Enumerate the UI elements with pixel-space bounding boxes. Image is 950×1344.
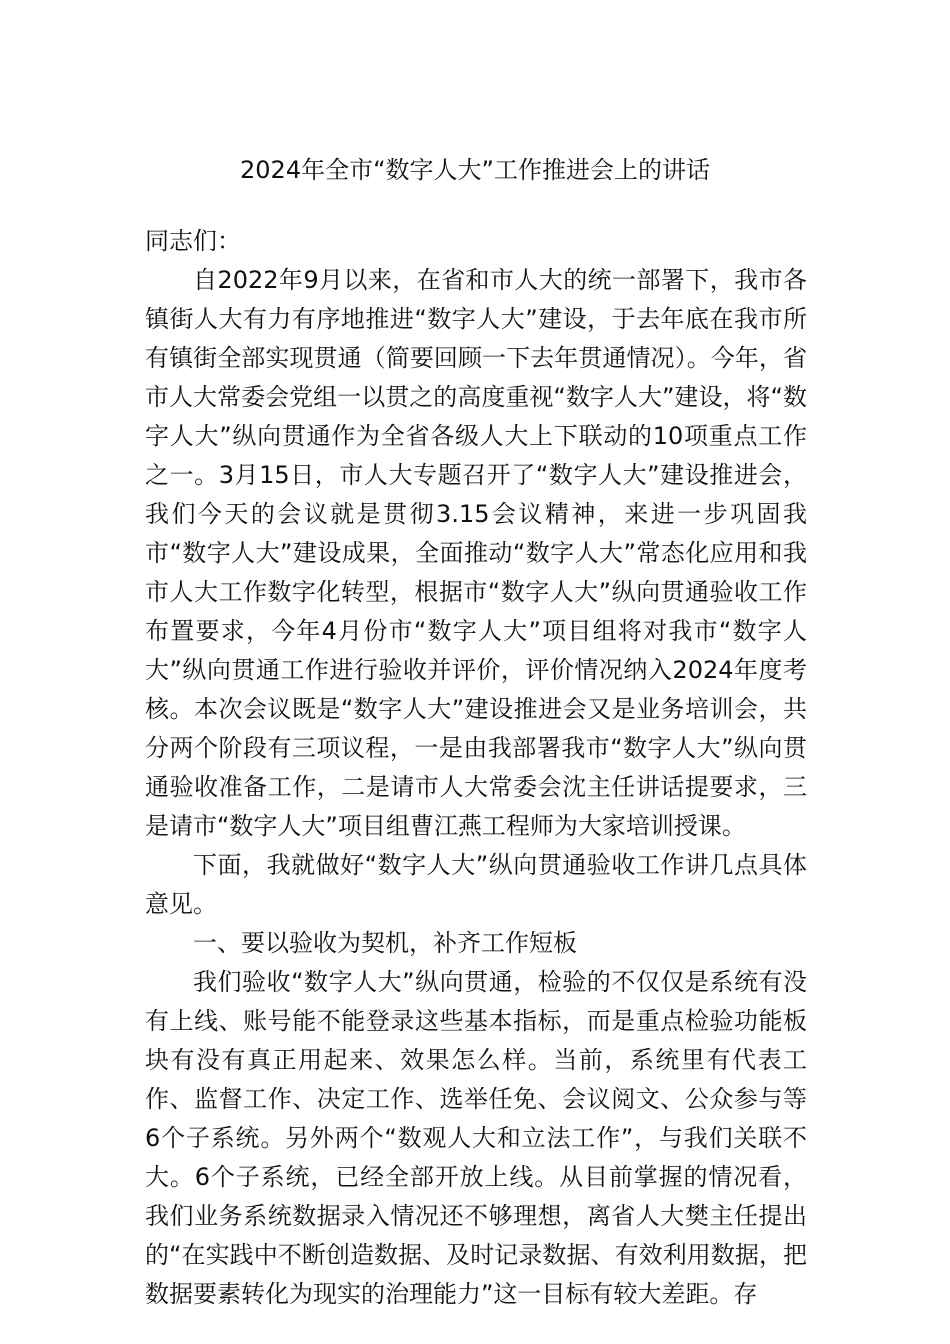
section-heading-1: 一、要以验收为契机，补齐工作短板 [193, 929, 577, 957]
document-title: 2024年全市“数字人大”工作推进会上的讲话 [240, 156, 710, 184]
paragraph-transition: 下面，我就做好“数字人大”纵向贯通验收工作讲几点具体意见。 [145, 851, 807, 918]
paragraph-section-1: 我们验收“数字人大”纵向贯通，检验的不仅仅是系统有没有上线、账号能不能登录这些基本指标，而是重点检验功能板块有没有真正用起来、效果怎么样。当前，系统里有代表工作、监督工作、决定工作、选举任免、会议阅文、公众参与等6个子系统。另外两个“数观人大和立法工作”，与我们关联不大。6个子系统，已经全部开放上线。从目前掌握的情况看，我们业务系统数据录入情况还不够理想，离省人大樊主任提出的“在实践中不断创造数据、及时记录数据、有效利用数据，把数据要素转化为现实的治理能力”这一目标有较大差距。存 [145, 968, 807, 1308]
document-body [145, 222, 807, 1314]
paragraph-intro: 自2022年9月以来，在省和市人大的统一部署下，我市各镇街人大有力有序地推进“数字人大”建设，于去年底在我市所有镇街全部实现贯通（简要回顾一下去年贯通情况）。今年，省市人大常委会党组一以贯之的高度重视“数字人大”建设，将“数字人大”纵向贯通作为全省各级人大上下联动的10项重点工作之一。3月15日，市人大专题召开了“数字人大”建设推进会，我们今天的会议就是贯彻3.15会议精神，来进一步巩固我市“数字人大”建设成果，全面推动“数字人大”常态化应用和我市人大工作数字化转型，根据市“数字人大”纵向贯通验收工作布置要求，今年4月份市“数字人大”项目组将对我市“数字人大”纵向贯通工作进行验收并评价，评价情况纳入2024年度考核。本次会议既是“数字人大”建设推进会又是业务培训会，共分两个阶段有三项议程，一是由我部署我市“数字人大”纵向贯通验收准备工作，二是请市人大常委会沈主任讲话提要求，三是请市“数字人大”项目组曹江燕工程师为大家培训授课。 [145, 266, 807, 840]
salutation: 同志们： [145, 227, 241, 255]
